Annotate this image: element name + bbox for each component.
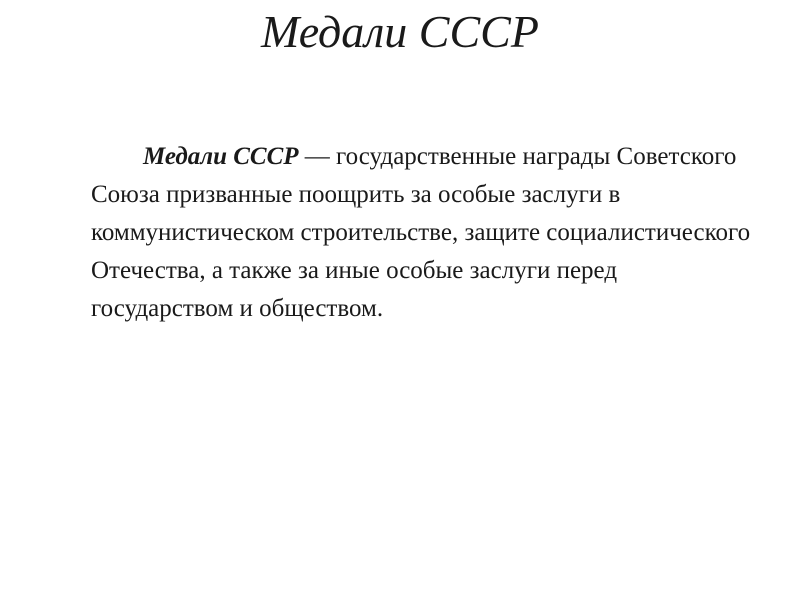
body-paragraph [91,138,759,328]
defined-term: Медали СССР [143,143,299,170]
definition-text: — государственные награды Советского Союза призванные поощрить за особые заслуги в коммунистическом строительстве, защите социалистического Отечества, а также за иные особые заслуги перед государством и обществом. [91,143,751,322]
slide-title: Медали СССР [261,6,539,57]
